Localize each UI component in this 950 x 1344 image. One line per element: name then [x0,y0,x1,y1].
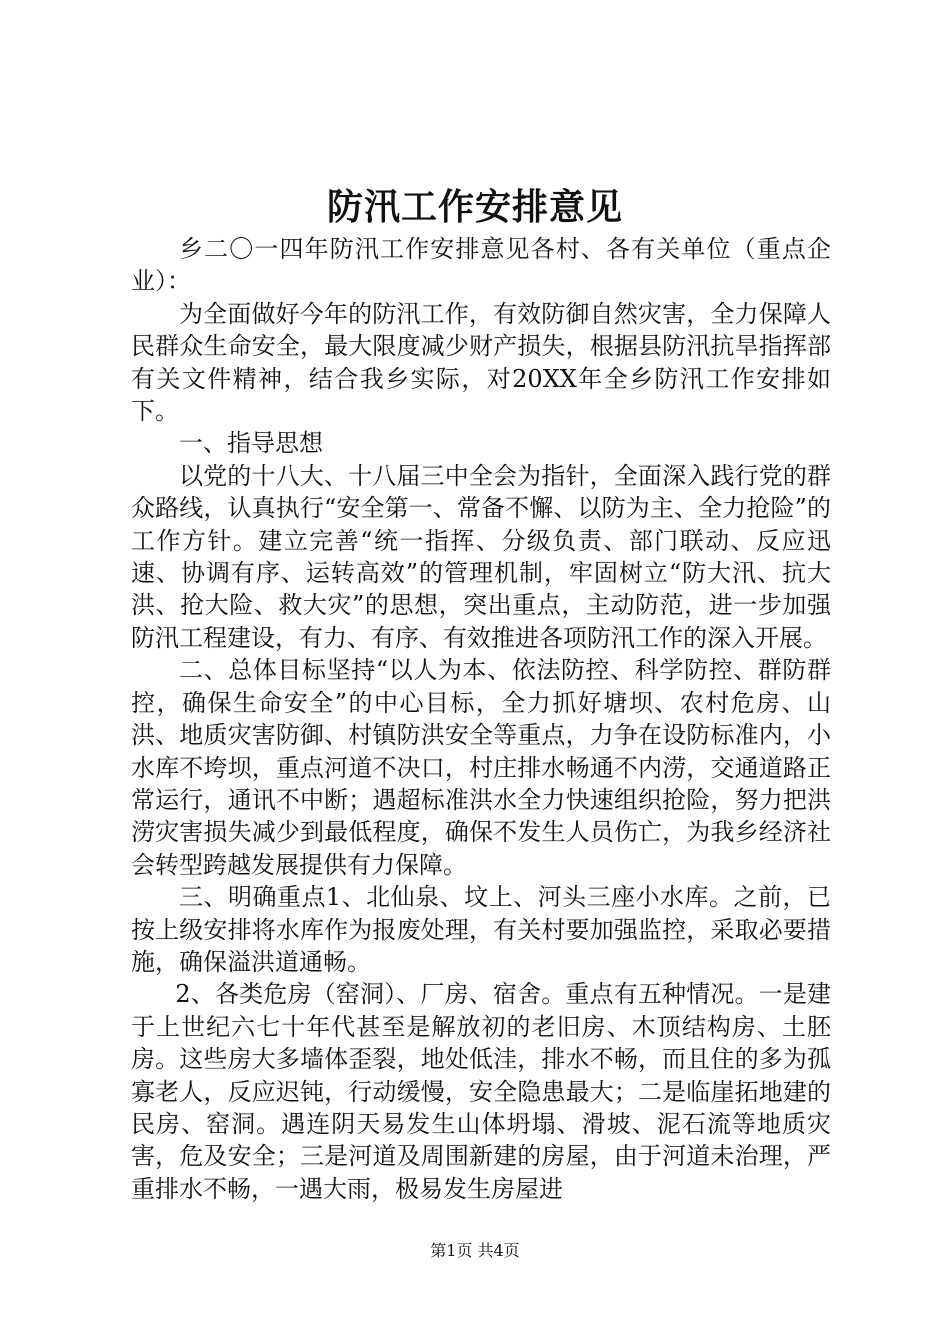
paragraph-key-points: 三、明确重点1、北仙泉、坟上、河头三座小水库。之前，已按上级安排将水库作为报废处理，有关村要加强监控，采取必要措施，确保溢洪道通畅。 [131,883,831,976]
paragraph-intro: 为全面做好今年的防汛工作，有效防御自然灾害，全力保障人民群众生命安全，最大限度减少财产损失，根据县防汛抗旱指挥部有关文件精神，结合我乡实际，对20XX年全乡防汛工作安排如下。 [131,299,831,426]
paragraph-overall-goal: 二、总体目标坚持“以人为本、依法防控、科学防控、群防群控，确保生命安全”的中心目标，全力抓好塘坝、农村危房、山洪、地质灾害防御、村镇防洪安全等重点，力争在设防标准内，小水库不垮坝，重点河道不决口，村庄排水畅通不内涝，交通道路正常运行，通讯不中断；遇超标准洪水全力快速组织抢险，努力把洪涝灾害损失减少到最低程度，确保不发生人员伤亡，为我乡经济社会转型跨越发展提供有力保障。 [131,656,831,879]
document-body [131,233,831,1205]
document-title: 防汛工作安排意见 [326,186,623,228]
paragraph-salutation: 乡二〇一四年防汛工作安排意见各村、各有关单位（重点企业）： [131,235,831,296]
paragraph-guiding-thought: 以党的十八大、十八届三中全会为指针，全面深入践行党的群众路线，认真执行“安全第一、常备不懈、以防为主、全力抢险”的工作方针。建立完善“统一指挥、分级负责、部门联动、反应迅速、协调有序、运转高效”的管理机制，牢固树立“防大汛、抗大洪、抢大险、救大灾”的思想，突出重点，主动防范，进一步加强防汛工程建设，有力、有序、有效推进各项防汛工作的深入开展。 [131,461,831,652]
page-footer: 第1页 共4页 [430,1241,520,1260]
section-heading-guiding-thought: 一、指导思想 [179,429,323,458]
paragraph-dangerous-houses: 2、各类危房（窑洞）、厂房、宿舍。重点有五种情况。一是建于上世纪六七十年代甚至是解放初的老旧房、木顶结构房、土胚房。这些房大多墙体歪裂，地处低洼，排水不畅，而且住的多为孤寡老人，反应迟钝，行动缓慢，安全隐患最大；二是临崖拓地建的民房、窑洞。遇连阴天易发生山体坍塌、滑坡、泥石流等地质灾害，危及安全；三是河道及周围新建的房屋，由于河道未治理，严重排水不畅，一遇大雨，极易发生房屋进 [131,980,831,1203]
